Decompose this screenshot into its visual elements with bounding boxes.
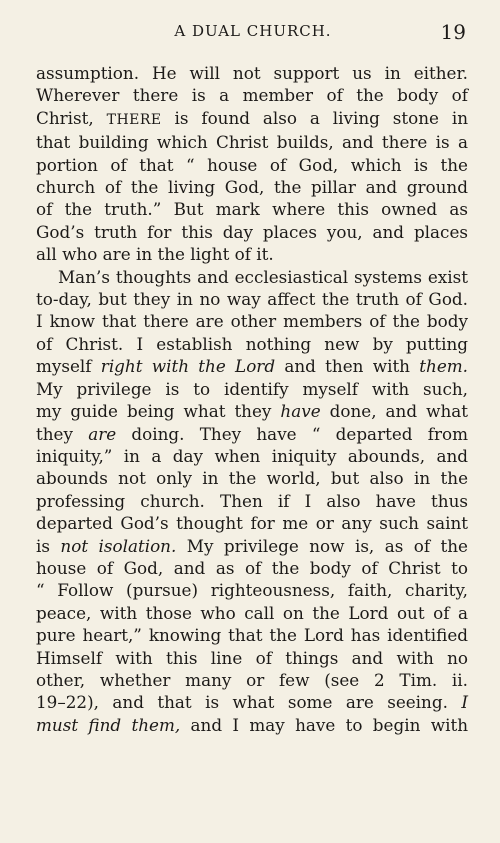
page-header [36,20,470,44]
italic-text: are [88,423,117,444]
text-segment: of Christ. I establish nothing new by putting [36,333,468,354]
italic-text: right with the Lord [100,356,276,377]
text-line [36,535,468,557]
text-line [36,647,468,669]
text-line [36,714,468,736]
text-segment: is [36,535,61,556]
text-segment: pure heart,” knowing that the Lord has identified [36,625,468,646]
text-line [36,176,468,198]
text-segment: done, and what [320,401,468,422]
text-line [36,691,468,713]
text-line [36,333,468,355]
text-segment: myself [36,356,101,377]
text-segment: My privilege now is, as of the [176,535,468,556]
text-line [36,266,468,288]
text-line [36,602,468,624]
text-segment: iniquity,” in a day when iniquity abounds, and [36,445,468,466]
text-line [36,107,468,131]
text-line [36,512,468,534]
text-segment: peace, with those who call on the Lord out of a [36,602,468,623]
text-line [36,423,468,445]
text-segment: Man’s thoughts and ecclesiastical systems exist [58,266,468,287]
text-segment: they [36,423,89,444]
text-line [36,490,468,512]
italic-text: I [461,692,468,713]
text-line [36,467,468,489]
text-segment: “ Follow (pursue) righteousness, faith, charity, [36,580,468,601]
text-segment: assumption. He will not support us in either. [36,63,468,83]
text-segment: doing. They have “ departed from [116,423,468,444]
text-line [36,131,468,153]
text-segment: that building which Christ builds, and there is a [36,132,468,153]
body-text [36,62,468,736]
text-segment: all who are in the light of it. [36,244,274,265]
italic-text: must find them, [36,714,181,735]
text-line [36,669,468,691]
italic-text: have [280,401,321,422]
text-line [36,243,468,265]
text-segment: 19–22), and that is what some are seeing. [36,692,462,713]
text-segment: other, whether many or few (see 2 Tim. ii. [36,669,468,690]
text-segment: Himself with this line of things and with no [36,647,468,668]
page-number: 19 [440,20,466,44]
running-head: A DUAL CHURCH. [174,22,332,40]
text-line [36,378,468,400]
text-segment: of the truth.” But mark where this owned as [36,199,468,220]
text-segment: My privilege is to identify myself with such, [36,378,468,399]
text-segment: to-day, but they in no way affect the truth of God. [36,289,468,310]
text-segment: Wherever there is a member of the body of [36,85,468,106]
text-line [36,221,468,243]
text-segment: God’s truth for this day places you, and places [36,221,468,242]
text-line [36,400,468,422]
text-line [36,445,468,467]
text-line [36,84,468,106]
text-segment: my guide being what they [36,401,281,422]
italic-text: them. [419,356,468,377]
text-segment: I know that there are other members of the body [36,311,468,332]
text-segment: house of God, and as of the body of Christ to [36,557,468,578]
text-line [36,355,468,377]
text-line [36,557,468,579]
text-segment: departed God’s thought for me or any such saint [36,513,468,534]
text-line [36,198,468,220]
text-segment: is found also a living stone in [161,107,469,128]
text-segment: portion of that “ house of God, which is the [36,154,468,175]
text-segment: professing church. Then if I also have thus [36,490,468,511]
text-segment: church of the living God, the pillar and ground [36,177,468,198]
text-segment: and I may have to begin with [180,714,468,735]
text-segment: and then with [275,356,420,377]
text-line [36,579,468,601]
text-segment: Christ, [36,107,107,128]
text-segment: abounds not only in the world, but also in the [36,468,468,489]
italic-text: not isolation. [60,535,177,556]
text-line [36,154,468,176]
text-segment: THERE [106,111,162,128]
text-line [36,624,468,646]
text-line [36,288,468,310]
text-line [36,310,468,332]
text-line [36,62,468,84]
